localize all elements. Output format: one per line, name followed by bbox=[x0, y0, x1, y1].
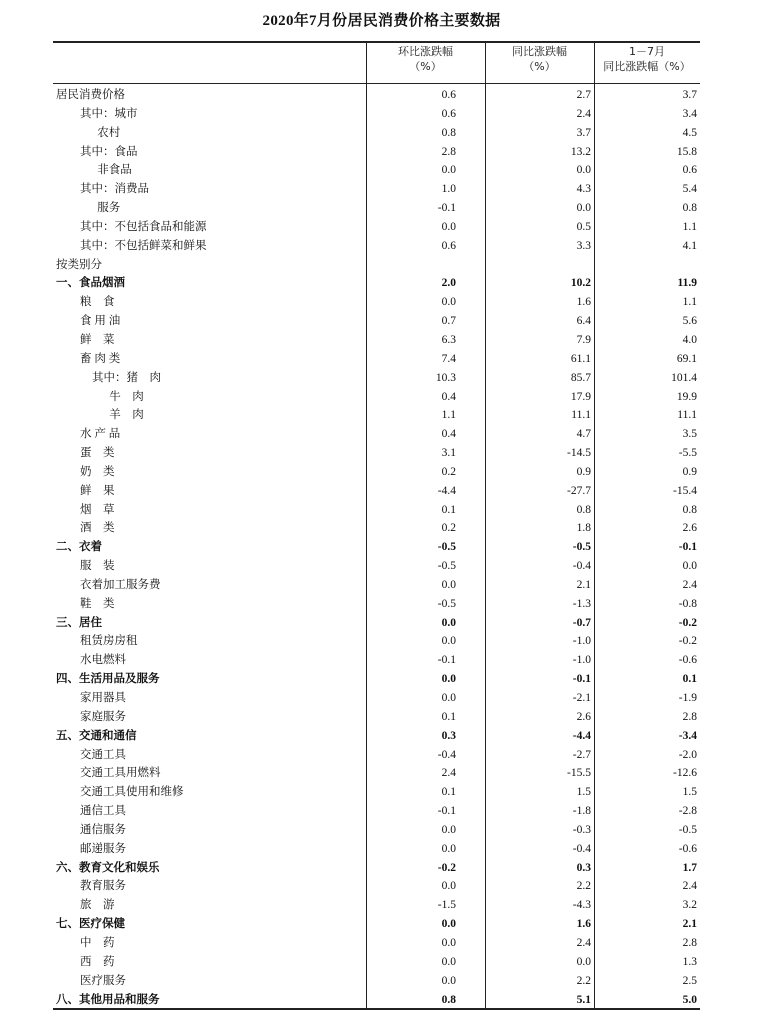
value-yoy: -4.4 bbox=[572, 729, 591, 742]
value-yoy: 2.2 bbox=[576, 974, 591, 987]
row-label: 医疗服务 bbox=[80, 974, 126, 987]
value-mom: 10.3 bbox=[435, 371, 456, 384]
row-label: 其中：城市 bbox=[80, 107, 138, 120]
table-row bbox=[53, 331, 700, 350]
value-yoy: -14.5 bbox=[567, 447, 591, 460]
value-mom: 0.0 bbox=[441, 635, 456, 648]
row-label: 鞋 类 bbox=[80, 597, 115, 610]
value-yoy: -4.3 bbox=[572, 899, 591, 912]
table-row bbox=[53, 388, 700, 407]
table-row bbox=[53, 632, 700, 651]
value-ytd: 2.5 bbox=[682, 974, 697, 987]
value-ytd: -0.2 bbox=[678, 635, 697, 648]
value-mom: 0.1 bbox=[441, 503, 456, 516]
row-label: 鲜 果 bbox=[80, 484, 115, 497]
value-ytd: 3.7 bbox=[682, 89, 697, 101]
table-row bbox=[53, 802, 700, 821]
value-yoy: -1.8 bbox=[572, 805, 591, 818]
row-label: 牛 肉 bbox=[92, 390, 144, 403]
row-label: 奶 类 bbox=[80, 465, 115, 478]
row-label: 酒 类 bbox=[80, 522, 115, 535]
value-mom: 0.0 bbox=[441, 880, 456, 893]
value-yoy: 2.4 bbox=[576, 107, 591, 120]
value-yoy: -0.3 bbox=[572, 823, 591, 836]
table-row bbox=[53, 708, 700, 727]
row-label: 蛋 类 bbox=[80, 447, 115, 460]
value-yoy: -0.5 bbox=[572, 541, 591, 554]
value-mom: 0.0 bbox=[441, 918, 456, 931]
value-mom: 0.7 bbox=[441, 315, 456, 328]
value-yoy: 1.6 bbox=[576, 296, 591, 309]
value-yoy: -1.0 bbox=[572, 654, 591, 667]
value-ytd: -0.6 bbox=[678, 654, 697, 667]
value-ytd: 2.6 bbox=[682, 522, 697, 535]
value-mom: 2.0 bbox=[441, 277, 456, 290]
value-ytd: 5.6 bbox=[682, 315, 697, 328]
row-label: 通信服务 bbox=[80, 823, 126, 836]
value-mom: 0.0 bbox=[441, 164, 456, 177]
value-mom: -0.4 bbox=[437, 748, 456, 761]
value-ytd: 4.0 bbox=[682, 333, 697, 346]
table-row bbox=[53, 934, 700, 953]
value-mom: 0.8 bbox=[441, 126, 456, 139]
row-label: 邮递服务 bbox=[80, 842, 126, 855]
value-ytd: 3.2 bbox=[682, 899, 697, 912]
table-row bbox=[53, 444, 700, 463]
value-yoy: 2.6 bbox=[576, 710, 591, 723]
value-mom: 0.8 bbox=[441, 993, 456, 1006]
value-yoy: -2.1 bbox=[572, 692, 591, 704]
value-yoy: -27.7 bbox=[567, 484, 591, 497]
row-label: 家庭服务 bbox=[80, 710, 126, 723]
table-row bbox=[53, 670, 700, 689]
value-mom: -0.1 bbox=[437, 654, 456, 667]
value-ytd: -3.4 bbox=[678, 729, 697, 742]
table-row bbox=[53, 256, 700, 275]
value-yoy: 2.7 bbox=[576, 89, 591, 101]
header-mom: 环比涨跌幅 （%） bbox=[398, 45, 453, 73]
value-yoy: -0.7 bbox=[572, 616, 591, 629]
value-mom: 3.1 bbox=[441, 447, 456, 460]
row-label: 其中：不包括食品和能源 bbox=[80, 220, 207, 233]
table-row bbox=[53, 595, 700, 614]
value-ytd: 15.8 bbox=[676, 145, 697, 158]
value-ytd: -0.1 bbox=[678, 541, 697, 554]
table-row bbox=[53, 105, 700, 124]
value-ytd: 3.4 bbox=[682, 107, 697, 120]
table-row bbox=[53, 877, 700, 896]
value-yoy: 0.5 bbox=[576, 220, 591, 233]
value-mom: 0.0 bbox=[441, 842, 456, 855]
table-row bbox=[53, 651, 700, 670]
table-row bbox=[53, 161, 700, 180]
value-yoy: 0.3 bbox=[576, 861, 591, 874]
table-row bbox=[53, 538, 700, 557]
row-label: 中 药 bbox=[80, 936, 115, 949]
value-ytd: 0.8 bbox=[682, 503, 697, 516]
value-yoy: 3.3 bbox=[576, 239, 591, 252]
table-row bbox=[53, 482, 700, 501]
row-label: 衣着加工服务费 bbox=[80, 578, 161, 591]
table-row bbox=[53, 576, 700, 595]
value-yoy: 0.9 bbox=[576, 465, 591, 478]
value-ytd: 5.0 bbox=[682, 993, 697, 1006]
value-mom: 0.0 bbox=[441, 616, 456, 629]
value-yoy: 1.5 bbox=[576, 786, 591, 799]
table-row bbox=[53, 463, 700, 482]
table-row bbox=[53, 124, 700, 143]
table-row bbox=[53, 821, 700, 840]
value-yoy: 0.8 bbox=[576, 503, 591, 516]
table-row bbox=[53, 915, 700, 934]
table-top-rule bbox=[53, 41, 700, 43]
value-ytd: 101.4 bbox=[671, 371, 697, 384]
value-ytd: 1.7 bbox=[682, 861, 697, 874]
row-label: 七、医疗保健 bbox=[56, 918, 125, 931]
value-ytd: -0.6 bbox=[678, 842, 697, 855]
value-ytd: 1.1 bbox=[682, 296, 697, 309]
value-ytd: 0.0 bbox=[682, 560, 697, 573]
value-ytd: -5.5 bbox=[678, 447, 697, 460]
table-row bbox=[53, 86, 700, 105]
table-row bbox=[53, 143, 700, 162]
value-ytd: 1.3 bbox=[682, 955, 697, 968]
row-label: 通信工具 bbox=[80, 805, 126, 818]
row-label: 农村 bbox=[80, 126, 121, 139]
value-ytd: -2.0 bbox=[678, 748, 697, 761]
value-yoy: -0.1 bbox=[572, 673, 591, 686]
row-label: 水 产 品 bbox=[80, 428, 121, 441]
table-row bbox=[53, 840, 700, 859]
table-row bbox=[53, 350, 700, 369]
table-row bbox=[53, 614, 700, 633]
row-label: 烟 草 bbox=[80, 503, 115, 516]
table-row bbox=[53, 953, 700, 972]
value-ytd: 0.6 bbox=[682, 164, 697, 177]
value-ytd: 2.4 bbox=[682, 578, 697, 591]
table-body bbox=[53, 86, 700, 1009]
value-yoy: 61.1 bbox=[570, 352, 591, 365]
value-mom: 6.3 bbox=[441, 333, 456, 346]
value-mom: 0.6 bbox=[441, 239, 456, 252]
header-yoy: 同比涨跌幅 （%） bbox=[512, 45, 567, 73]
row-label: 粮 食 bbox=[80, 296, 115, 309]
table-row bbox=[53, 519, 700, 538]
row-label: 其中：消费品 bbox=[80, 183, 149, 196]
value-yoy: 0.0 bbox=[576, 164, 591, 177]
value-yoy: 85.7 bbox=[570, 371, 591, 384]
value-mom: -0.1 bbox=[437, 202, 456, 215]
table-row bbox=[53, 312, 700, 331]
value-yoy: 5.1 bbox=[576, 993, 591, 1006]
value-mom: 0.0 bbox=[441, 974, 456, 987]
row-label: 二、衣着 bbox=[56, 541, 102, 554]
value-yoy: 6.4 bbox=[576, 315, 591, 328]
row-label: 一、食品烟酒 bbox=[56, 277, 125, 290]
value-mom: 0.0 bbox=[441, 673, 456, 686]
table-row bbox=[53, 896, 700, 915]
value-ytd: 11.1 bbox=[677, 409, 697, 422]
table-row bbox=[53, 406, 700, 425]
value-mom: 0.0 bbox=[441, 220, 456, 233]
row-label: 羊 肉 bbox=[92, 409, 144, 422]
value-yoy: 3.7 bbox=[576, 126, 591, 139]
row-label: 服务 bbox=[80, 202, 121, 215]
value-ytd: 0.1 bbox=[682, 673, 697, 686]
table-header-rule bbox=[53, 83, 700, 84]
value-mom: 0.6 bbox=[441, 107, 456, 120]
header-ytd: 1－7月 同比涨跌幅（%） bbox=[603, 45, 691, 73]
value-mom: 1.1 bbox=[441, 409, 456, 422]
row-label: 食 用 油 bbox=[80, 315, 121, 328]
table-row bbox=[53, 293, 700, 312]
row-label: 交通工具使用和维修 bbox=[80, 786, 184, 799]
row-label: 八、其他用品和服务 bbox=[56, 993, 160, 1006]
value-yoy: 0.0 bbox=[576, 202, 591, 215]
table-row bbox=[53, 859, 700, 878]
value-mom: 0.4 bbox=[441, 390, 456, 403]
table-row bbox=[53, 972, 700, 991]
table-row bbox=[53, 274, 700, 293]
table-row bbox=[53, 557, 700, 576]
value-mom: 0.2 bbox=[441, 465, 456, 478]
value-mom: 0.0 bbox=[441, 936, 456, 949]
row-label: 按类别分 bbox=[56, 258, 102, 271]
table-row bbox=[53, 369, 700, 388]
value-ytd: -12.6 bbox=[673, 767, 697, 780]
value-mom: 2.4 bbox=[441, 767, 456, 780]
value-mom: -0.2 bbox=[437, 861, 456, 874]
table-row bbox=[53, 764, 700, 783]
row-label: 水电燃料 bbox=[80, 654, 126, 667]
row-label: 非食品 bbox=[80, 164, 132, 177]
value-ytd: 5.4 bbox=[682, 183, 697, 196]
value-mom: 0.0 bbox=[441, 578, 456, 591]
value-yoy: 13.2 bbox=[570, 145, 591, 158]
value-yoy: 2.1 bbox=[576, 578, 591, 591]
row-label: 其中：不包括鲜菜和鲜果 bbox=[80, 239, 207, 252]
table-row bbox=[53, 180, 700, 199]
value-mom: 7.4 bbox=[441, 352, 456, 365]
value-mom: 0.1 bbox=[441, 786, 456, 799]
value-yoy: -2.7 bbox=[572, 748, 591, 761]
value-yoy: 7.9 bbox=[576, 333, 591, 346]
table-row bbox=[53, 237, 700, 256]
value-ytd: 2.4 bbox=[682, 880, 697, 893]
value-mom: -0.5 bbox=[437, 541, 456, 554]
table-row bbox=[53, 746, 700, 765]
row-label: 居民消费价格 bbox=[56, 89, 125, 101]
table-row bbox=[53, 689, 700, 708]
row-label: 租赁房房租 bbox=[80, 635, 138, 648]
table-row bbox=[53, 783, 700, 802]
row-label: 三、居住 bbox=[56, 616, 102, 629]
table-row bbox=[53, 727, 700, 746]
table-row bbox=[53, 501, 700, 520]
value-ytd: 0.8 bbox=[682, 202, 697, 215]
value-ytd: 1.1 bbox=[682, 220, 697, 233]
value-yoy: 17.9 bbox=[570, 390, 591, 403]
value-mom: 0.1 bbox=[441, 710, 456, 723]
value-ytd: 69.1 bbox=[676, 352, 697, 365]
value-ytd: 11.9 bbox=[677, 277, 697, 290]
value-mom: -0.5 bbox=[437, 597, 456, 610]
value-ytd: 4.1 bbox=[682, 239, 697, 252]
value-yoy: -0.4 bbox=[572, 842, 591, 855]
value-mom: 2.8 bbox=[441, 145, 456, 158]
value-mom: 0.4 bbox=[441, 428, 456, 441]
value-ytd: -0.5 bbox=[678, 823, 697, 836]
row-label: 西 药 bbox=[80, 955, 115, 968]
value-yoy: 4.7 bbox=[576, 428, 591, 441]
value-mom: 0.0 bbox=[441, 692, 456, 704]
value-yoy: 1.8 bbox=[576, 522, 591, 535]
value-yoy: -0.4 bbox=[572, 560, 591, 573]
value-ytd: 4.5 bbox=[682, 126, 697, 139]
row-label: 其中：食品 bbox=[80, 145, 138, 158]
row-label: 其中：猪 肉 bbox=[92, 371, 161, 384]
value-ytd: 3.5 bbox=[682, 428, 697, 441]
value-yoy: 2.2 bbox=[576, 880, 591, 893]
row-label: 六、教育文化和娱乐 bbox=[56, 861, 160, 874]
value-mom: 0.0 bbox=[441, 296, 456, 309]
value-yoy: 2.4 bbox=[576, 936, 591, 949]
row-label: 教育服务 bbox=[80, 880, 126, 893]
value-mom: -0.5 bbox=[437, 560, 456, 573]
value-yoy: 0.0 bbox=[576, 955, 591, 968]
value-ytd: 1.5 bbox=[682, 786, 697, 799]
value-mom: -0.1 bbox=[437, 805, 456, 818]
value-yoy: 10.2 bbox=[570, 277, 591, 290]
row-label: 家用器具 bbox=[80, 692, 126, 704]
value-yoy: -1.0 bbox=[572, 635, 591, 648]
row-label: 鲜 菜 bbox=[80, 333, 115, 346]
row-label: 旅 游 bbox=[80, 899, 115, 912]
value-yoy: -15.5 bbox=[567, 767, 591, 780]
value-ytd: 0.9 bbox=[682, 465, 697, 478]
row-label: 五、交通和通信 bbox=[56, 729, 137, 742]
row-label: 四、生活用品及服务 bbox=[56, 673, 160, 686]
page-title: 2020年7月份居民消费价格主要数据 bbox=[262, 13, 501, 29]
value-ytd: -1.9 bbox=[678, 692, 697, 704]
value-ytd: -0.2 bbox=[678, 616, 697, 629]
value-yoy: 1.6 bbox=[576, 918, 591, 931]
row-label: 交通工具用燃料 bbox=[80, 767, 161, 780]
value-mom: 0.6 bbox=[441, 89, 456, 101]
value-ytd: 2.8 bbox=[682, 936, 697, 949]
value-mom: 0.0 bbox=[441, 823, 456, 836]
table-row bbox=[53, 425, 700, 444]
value-ytd: 2.8 bbox=[682, 710, 697, 723]
value-mom: -4.4 bbox=[437, 484, 456, 497]
row-label: 服 装 bbox=[80, 560, 115, 573]
table-row bbox=[53, 991, 700, 1010]
value-mom: 0.2 bbox=[441, 522, 456, 535]
value-yoy: 4.3 bbox=[576, 183, 591, 196]
value-yoy: -1.3 bbox=[572, 597, 591, 610]
row-label: 交通工具 bbox=[80, 748, 126, 761]
value-ytd: -2.8 bbox=[678, 805, 697, 818]
value-mom: -1.5 bbox=[437, 899, 456, 912]
value-mom: 1.0 bbox=[441, 183, 456, 196]
table-row bbox=[53, 218, 700, 237]
value-yoy: 11.1 bbox=[571, 409, 591, 422]
value-ytd: 19.9 bbox=[676, 390, 697, 403]
value-ytd: -15.4 bbox=[673, 484, 697, 497]
value-mom: 0.0 bbox=[441, 955, 456, 968]
row-label: 畜 肉 类 bbox=[80, 352, 121, 365]
value-mom: 0.3 bbox=[441, 729, 456, 742]
table-row bbox=[53, 199, 700, 218]
value-ytd: 2.1 bbox=[682, 918, 697, 931]
value-ytd: -0.8 bbox=[678, 597, 697, 610]
